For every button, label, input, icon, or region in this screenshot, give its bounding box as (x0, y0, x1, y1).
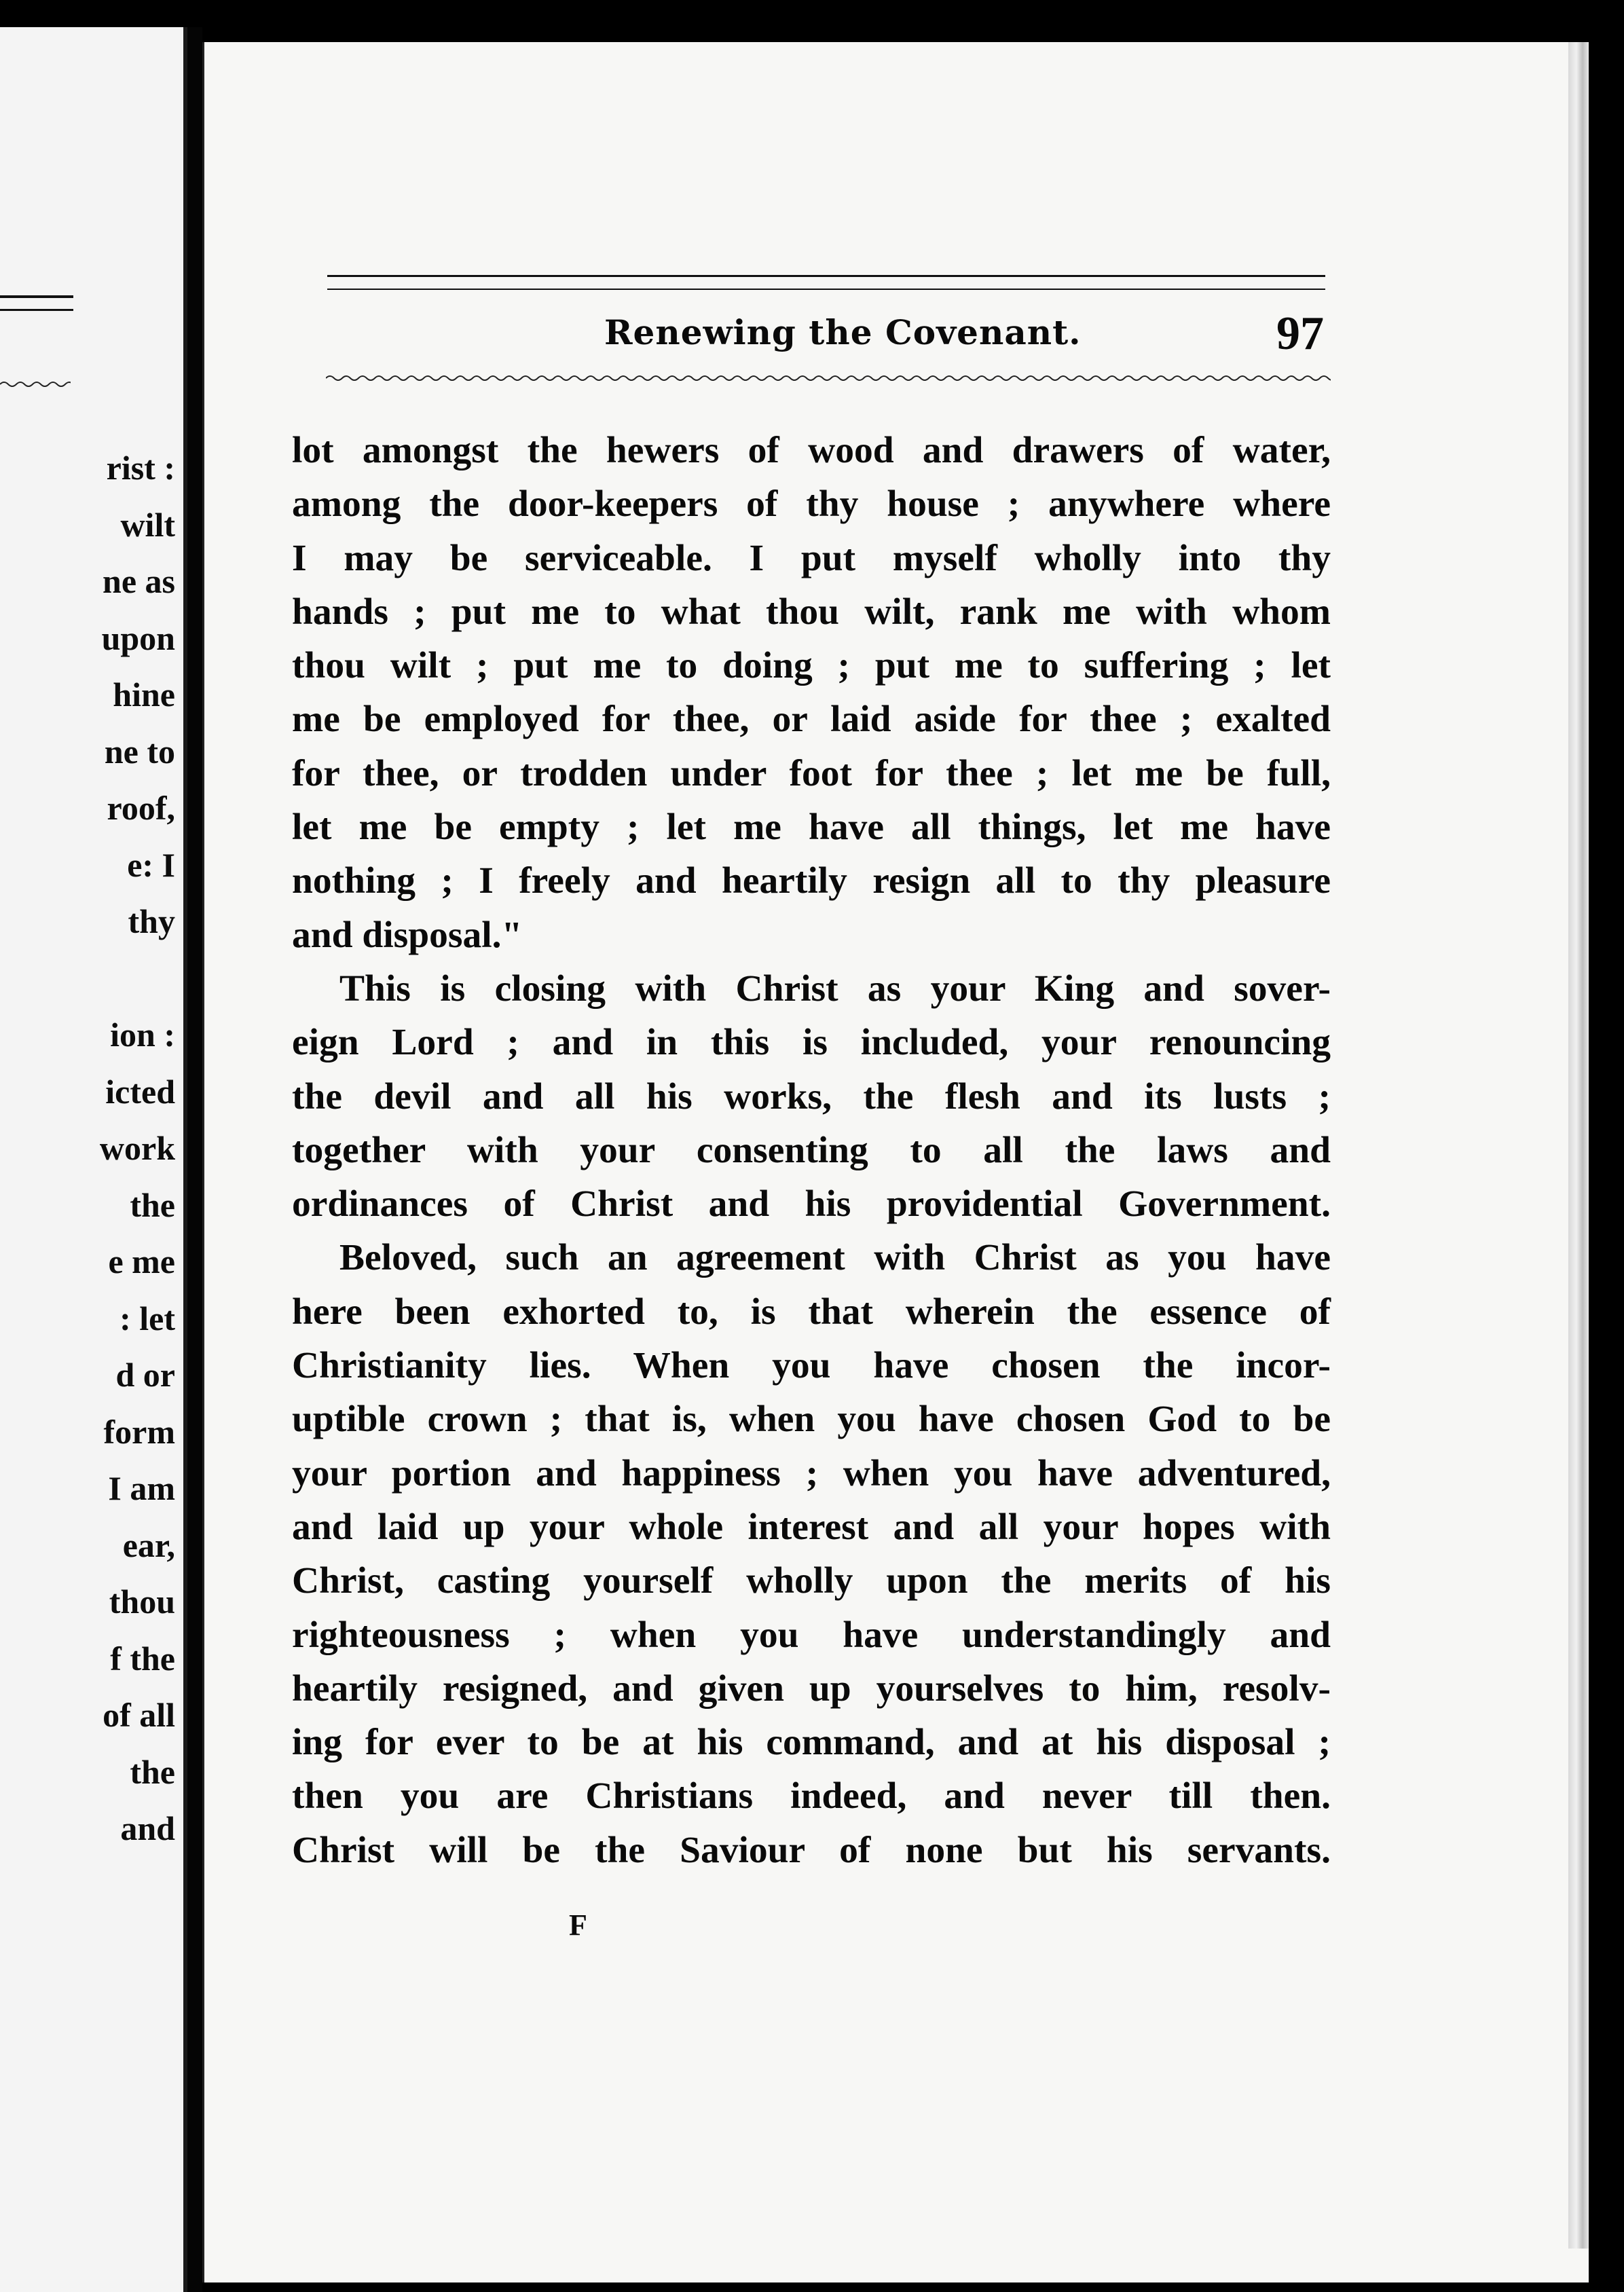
text-line: uptible crown ; that is, when you have chosen God to be (292, 1399, 1331, 1441)
previous-page-line: of all (103, 1696, 175, 1734)
text-line: for thee, or trodden under foot for thee ; let me be full, (292, 752, 1331, 794)
header-wave-ornament (326, 373, 1331, 383)
previous-page-line: ion : (110, 1016, 175, 1054)
previous-page-line: upon (101, 618, 175, 657)
text-line: Christ will be the Saviour of none but his servants. (292, 1829, 1331, 1871)
text-line: and laid up your whole interest and all your hopes with (292, 1506, 1331, 1548)
text-line: This is closing with Christ as your King and sover- (339, 967, 1331, 1010)
paragraph (292, 1231, 1331, 1877)
text-line: here been exhorted to, is that wherein the essence of (292, 1291, 1331, 1333)
text-line: among the door-keepers of thy house ; anywhere where (292, 483, 1331, 525)
previous-page-line: ear, (122, 1526, 175, 1564)
previous-page-line-endings (100, 440, 175, 1857)
page-edge-shadow (1568, 42, 1589, 2249)
previous-page-line: ne as (103, 562, 175, 600)
previous-page-line: wilt (120, 505, 175, 544)
previous-page-fragment (0, 27, 187, 2292)
previous-page-line: and (120, 1809, 175, 1847)
previous-page-wave-ornament (0, 380, 71, 388)
previous-page-line: e me (108, 1242, 175, 1280)
previous-page-line: e: I (127, 845, 175, 884)
book-gutter (187, 27, 202, 2292)
previous-page-line: f the (110, 1639, 175, 1678)
text-line: thou wilt ; put me to doing ; put me to suffering ; let (292, 645, 1331, 687)
previous-page-line: d or (115, 1356, 175, 1394)
text-line: ordinances of Christ and his providential Government. (292, 1183, 1331, 1225)
running-head: Renewing the Covenant. (604, 312, 1082, 352)
signature-mark: F (569, 1908, 587, 1942)
previous-page-line: I am (108, 1469, 175, 1507)
text-line: Christianity lies. When you have chosen the incor- (292, 1345, 1331, 1387)
previous-page-line: roof, (107, 789, 175, 827)
text-line: then you are Christians indeed, and never till then. (292, 1775, 1331, 1817)
previous-page-line: ne to (104, 732, 175, 771)
text-line: righteousness ; when you have understandingly and (292, 1614, 1331, 1656)
text-line: eign Lord ; and in this is included, your renouncing (292, 1022, 1331, 1064)
scan-right-border (1589, 42, 1624, 2292)
previous-page-line: work (99, 1129, 175, 1167)
previous-page-line: thou (109, 1583, 175, 1621)
text-line: let me be empty ; let me have all things, let me have (292, 807, 1331, 849)
scan-top-border (0, 0, 1624, 41)
text-line: and disposal." (292, 914, 523, 956)
text-line: your portion and happiness ; when you have adventured, (292, 1452, 1331, 1494)
text-line: me be employed for thee, or laid aside for thee ; exalted (292, 699, 1331, 741)
header-rule-thin (327, 289, 1325, 290)
text-line: Christ, casting yourself wholly upon the merits of his (292, 1560, 1331, 1602)
header-rule (327, 275, 1325, 277)
text-line: nothing ; I freely and heartily resign all to thy pleasure (292, 860, 1331, 902)
previous-page-line: hine (113, 676, 175, 714)
previous-page-line: the (130, 1752, 175, 1791)
text-line: together with your consenting to all the laws and (292, 1129, 1331, 1171)
previous-page-line: the (130, 1185, 175, 1224)
previous-page-line: : let (119, 1299, 175, 1337)
text-line: hands ; put me to what thou wilt, rank me with whom (292, 591, 1331, 633)
previous-page-line: thy (128, 902, 175, 940)
previous-page-header-rule (0, 295, 73, 298)
page-body-text (292, 424, 1331, 1877)
text-line: heartily resigned, and given up yourselves to him, resolv- (292, 1667, 1331, 1709)
previous-page-line: form (103, 1412, 175, 1451)
previous-page-line (100, 950, 175, 1008)
previous-page-line: icted (105, 1072, 175, 1111)
page-number: 97 (1276, 308, 1324, 360)
text-line: the devil and all his works, the flesh and its lusts ; (292, 1075, 1331, 1117)
text-line: ing for ever to be at his command, and at his disposal ; (292, 1722, 1331, 1764)
paragraph (292, 424, 1331, 962)
previous-page-header-rule-thin (0, 309, 73, 311)
text-line: I may be serviceable. I put myself wholly into thy (292, 537, 1331, 579)
text-line: lot amongst the hewers of wood and drawers of water, (292, 430, 1331, 471)
paragraph (292, 962, 1331, 1231)
text-line: Beloved, such an agreement with Christ as you have (339, 1237, 1331, 1279)
previous-page-line: rist : (106, 449, 175, 487)
